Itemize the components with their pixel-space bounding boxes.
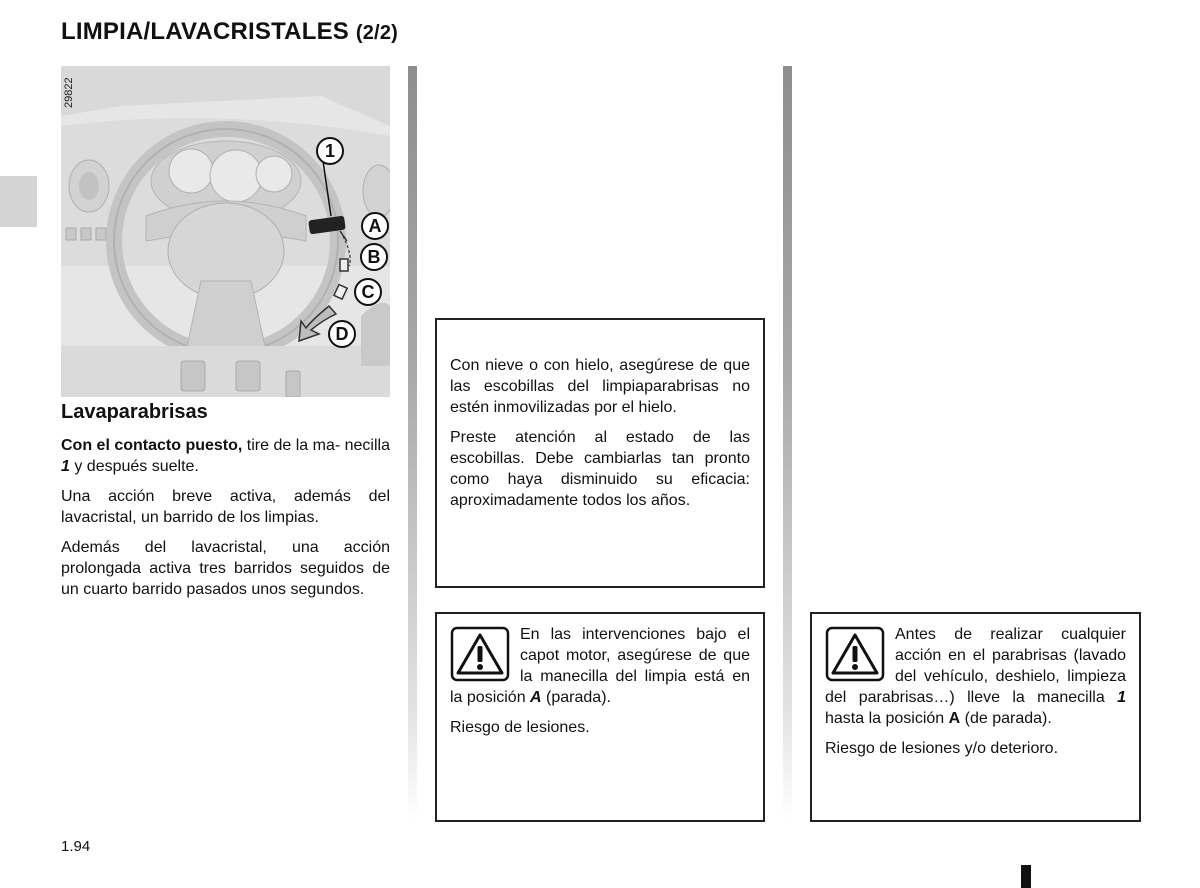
note-paragraph-2: Preste atención al estado de las escobillas. Debe cambiarlas tan pronto como haya disminuido su eficacia: aproximadamente todos los años.	[450, 429, 750, 509]
bold-lead: Con el contacto puesto,	[61, 437, 243, 454]
column-divider-right	[783, 66, 792, 821]
callout-c	[354, 278, 382, 306]
position-ref: A	[530, 689, 542, 706]
paragraph-contact-text-b: y después suelte.	[69, 458, 199, 475]
figure-code-label: 29822	[63, 77, 75, 108]
warning-box-1	[435, 612, 765, 822]
callout-d	[328, 320, 356, 348]
lever-ref: 1	[61, 458, 70, 475]
section-body	[61, 435, 390, 609]
warning-2-text: Antes de realizar cualquier acción en el parabrisas (lavado del vehículo, deshielo, limpieza del parabrisas…) lleve la manecilla	[825, 626, 1126, 706]
position-ref: A	[948, 710, 961, 727]
paragraph-short-action: Una acción breve activa, además del lavacristal, un barrido de los limpias.	[61, 488, 390, 526]
warning-icon	[825, 626, 885, 682]
warning-2-text-mid: hasta la posición	[825, 710, 949, 727]
callout-b-label: B	[367, 247, 381, 267]
warning-2-text-end: (de parada).	[960, 710, 1052, 727]
warning-box-2	[810, 612, 1141, 822]
paragraph-contact-text-a: tire de la ma- necilla	[242, 437, 390, 454]
page-number: 1.94	[61, 838, 91, 855]
section-tab	[0, 176, 37, 227]
callout-1-label: 1	[324, 141, 335, 161]
paragraph-long-action: Además del lavacristal, una acción prolongada activa tres barridos seguidos de un cuarto barrido pasados unos segundos.	[61, 539, 390, 598]
page-title-text: LIMPIA/LAVACRISTALES	[61, 18, 349, 45]
warning-2-paragraph-2: Riesgo de lesiones y/o deterioro.	[825, 740, 1059, 757]
callout-d-label: D	[335, 324, 349, 344]
page-title	[61, 18, 398, 46]
callout-b	[360, 243, 388, 271]
column-divider-left	[408, 66, 417, 821]
warning-1-paragraph-2: Riesgo de lesiones.	[450, 719, 590, 736]
callout-a	[361, 212, 389, 240]
callout-a-label: A	[368, 216, 382, 236]
lever-ref: 1	[1117, 689, 1126, 706]
callout-1	[316, 137, 344, 165]
warning-1-text-end: (parada).	[541, 689, 611, 706]
page-edge-marker	[1021, 865, 1031, 888]
page-title-suffix: (2/2)	[355, 22, 398, 44]
paragraph-contact	[61, 435, 390, 477]
section-heading: Lavaparabrisas	[61, 401, 208, 423]
callout-c-label: C	[361, 282, 375, 302]
warning-1-text: En las intervenciones bajo el capot motor, asegúrese de que la manecilla del limpia está en la posición	[450, 626, 750, 706]
note-paragraph-1: Con nieve o con hielo, asegúrese de que las escobillas del limpiaparabrisas no estén inmovilizadas por el hielo.	[450, 357, 750, 416]
warning-icon	[450, 626, 510, 682]
note-box	[435, 318, 765, 588]
